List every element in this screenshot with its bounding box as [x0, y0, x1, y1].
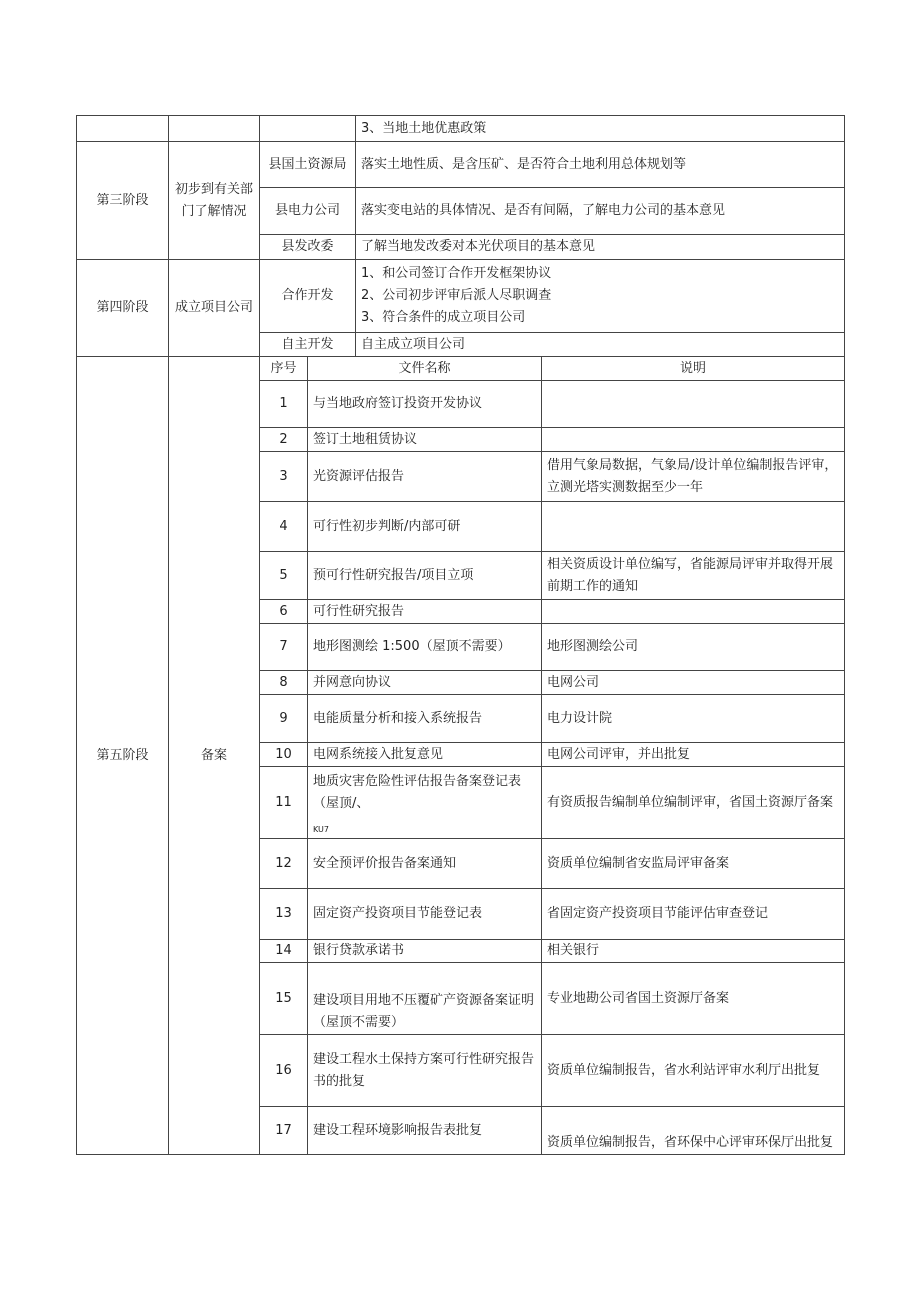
- doc-note: 专业地勘公司省国土资源厅备案: [542, 963, 845, 1035]
- table-row: [77, 260, 845, 333]
- row-no: 12: [260, 839, 308, 889]
- coop-step: 2、公司初步评审后派人尽职调查: [361, 288, 552, 303]
- mode-desc: 自主成立项目公司: [356, 333, 845, 357]
- doc-name: 安全预评价报告备案通知: [308, 839, 542, 889]
- doc-name: 建设工程水土保持方案可行性研究报告书的批复: [308, 1035, 542, 1107]
- stage-sub: 成立项目公司: [169, 260, 260, 357]
- header-no: 序号: [260, 357, 308, 381]
- doc-name: 电网系统接入批复意见: [308, 743, 542, 767]
- doc-name: 预可行性研究报告/项目立项: [308, 552, 542, 600]
- dept-name: 县发改委: [260, 235, 356, 260]
- empty-cell: [260, 116, 356, 142]
- header-note: 说明: [542, 357, 845, 381]
- mode-label: 自主开发: [260, 333, 356, 357]
- doc-name: 银行贷款承诺书: [308, 940, 542, 963]
- row-no: 14: [260, 940, 308, 963]
- doc-name: 可行性初步判断/内部可研: [308, 502, 542, 552]
- coop-step: 1、和公司签订合作开发框架协议: [361, 266, 552, 281]
- doc-note: 省固定资产投资项目节能评估审查登记: [542, 889, 845, 940]
- doc-note: 有资质报告编制单位编制评审，省国土资源厅备案: [542, 767, 845, 839]
- doc-note: 相关银行: [542, 940, 845, 963]
- stage-label: 第三阶段: [77, 142, 169, 260]
- stage-sub: 初步到有关部门了解情况: [169, 142, 260, 260]
- doc-note: [542, 381, 845, 428]
- doc-name: 可行性研究报告: [308, 600, 542, 624]
- doc-note: 地形图测绘公司: [542, 624, 845, 671]
- doc-note: [542, 428, 845, 452]
- doc-name: 与当地政府签订投资开发协议: [308, 381, 542, 428]
- doc-note: [542, 600, 845, 624]
- row-no: 17: [260, 1107, 308, 1155]
- row-no: 16: [260, 1035, 308, 1107]
- doc-name: 并网意向协议: [308, 671, 542, 695]
- mode-label: 合作开发: [260, 260, 356, 333]
- row-no: 7: [260, 624, 308, 671]
- dept-desc: 落实变电站的具体情况、是否有间隔，了解电力公司的基本意见: [356, 188, 845, 235]
- doc-note: 资质单位编制省安监局评审备案: [542, 839, 845, 889]
- doc-note: [542, 502, 845, 552]
- row-no: 10: [260, 743, 308, 767]
- table-row: [77, 116, 845, 142]
- doc-name-cell: [308, 767, 542, 839]
- dept-desc: 了解当地发改委对本光伏项目的基本意见: [356, 235, 845, 260]
- doc-note: 电网公司评审，并出批复: [542, 743, 845, 767]
- coop-steps: [356, 260, 845, 333]
- doc-name: 地形图测绘 1:500（屋顶不需要）: [308, 624, 542, 671]
- row-no: 9: [260, 695, 308, 743]
- doc-note: 电力设计院: [542, 695, 845, 743]
- dept-name: 县国土资源局: [260, 142, 356, 188]
- doc-name: 固定资产投资项目节能登记表: [308, 889, 542, 940]
- coop-step: 3、符合条件的成立项目公司: [361, 310, 526, 325]
- row-no: 15: [260, 963, 308, 1035]
- stage-label: 第四阶段: [77, 260, 169, 357]
- doc-name: 建设项目用地不压覆矿产资源备案证明（屋顶不需要）: [308, 963, 542, 1035]
- dept-name: 县电力公司: [260, 188, 356, 235]
- header-name: 文件名称: [308, 357, 542, 381]
- row-no: 11: [260, 767, 308, 839]
- stage-label: 第五阶段: [77, 357, 169, 1155]
- row-no: 6: [260, 600, 308, 624]
- dept-desc: 落实土地性质、是含压矿、是否符合土地利用总体规划等: [356, 142, 845, 188]
- row-no: 1: [260, 381, 308, 428]
- row-no: 3: [260, 452, 308, 502]
- row-no: 5: [260, 552, 308, 600]
- doc-note: 电网公司: [542, 671, 845, 695]
- doc-name: 建设工程环境影响报告表批复: [308, 1107, 542, 1155]
- policy-item: 3、当地土地优惠政策: [356, 116, 845, 142]
- doc-name: 电能质量分析和接入系统报告: [308, 695, 542, 743]
- row-no: 4: [260, 502, 308, 552]
- doc-note: 借用气象局数据，气象局/设计单位编制报告评审，立测光塔实测数据至少一年: [542, 452, 845, 502]
- table-row: [77, 142, 845, 188]
- empty-cell: [77, 116, 169, 142]
- doc-note: 资质单位编制报告，省水利站评审水利厅出批复: [542, 1035, 845, 1107]
- doc-name-tail: KU7: [313, 824, 329, 834]
- doc-note: 相关资质设计单位编写，省能源局评审并取得开展前期工作的通知: [542, 552, 845, 600]
- doc-name: 地质灾害危险性评估报告备案登记表（屋顶/、: [313, 773, 522, 811]
- doc-note: 资质单位编制报告，省环保中心评审环保厅出批复: [542, 1107, 845, 1155]
- empty-cell: [169, 116, 260, 142]
- doc-name: 签订土地租赁协议: [308, 428, 542, 452]
- table-row: [77, 357, 845, 381]
- row-no: 13: [260, 889, 308, 940]
- stage-sub: 备案: [169, 357, 260, 1155]
- row-no: 8: [260, 671, 308, 695]
- row-no: 2: [260, 428, 308, 452]
- doc-name: 光资源评估报告: [308, 452, 542, 502]
- approval-procedure-table: [76, 115, 845, 1155]
